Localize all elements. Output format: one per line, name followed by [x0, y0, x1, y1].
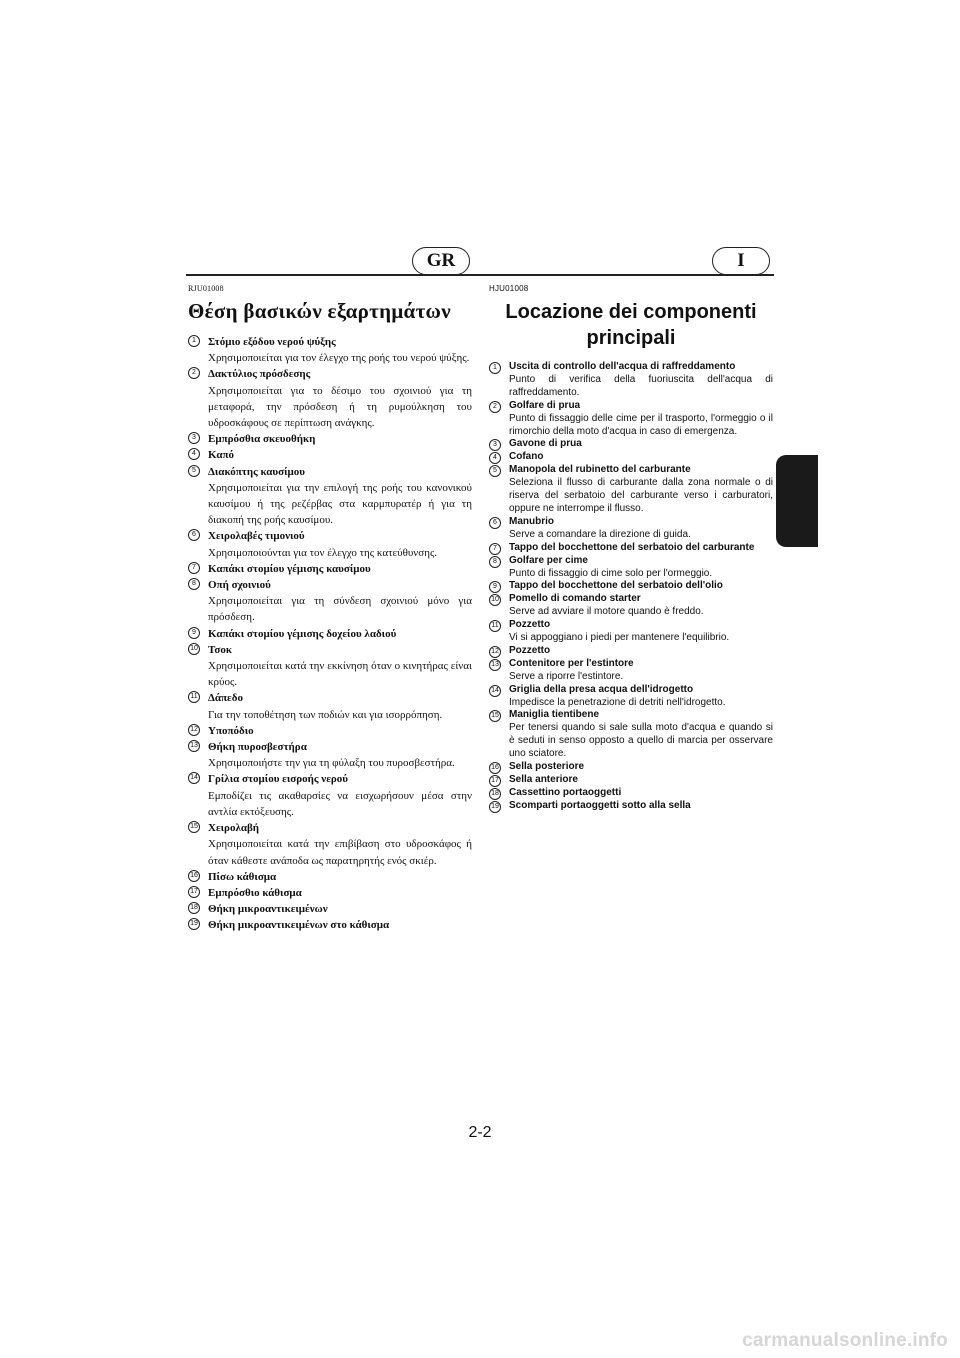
item-label: Griglia della presa acqua dell'idrogetto: [509, 683, 694, 695]
component-item: [489, 645, 773, 658]
component-item: [188, 869, 472, 885]
component-item: [188, 561, 472, 577]
item-number-badge: 11: [489, 620, 501, 632]
item-label: Sella posteriore: [509, 761, 585, 773]
watermark: carmanualsonline.info: [742, 1330, 948, 1351]
language-badge-gr: GR: [412, 247, 470, 275]
item-description: Vi si appoggiano i piedi per mantenere l'equilibrio.: [509, 632, 730, 644]
component-item: [188, 917, 472, 933]
component-item: [188, 577, 472, 626]
language-badge-i: I: [712, 247, 770, 275]
item-number-badge: 18: [489, 788, 501, 800]
item-number-badge: 5: [489, 465, 501, 477]
greek-section-title: Θέση βασικών εξαρτημάτων: [188, 299, 451, 323]
item-number-badge: 3: [188, 432, 200, 444]
component-item: [188, 431, 472, 447]
header-rule: [186, 274, 774, 276]
page-number: 2-2: [468, 1124, 492, 1141]
item-number-badge: 13: [489, 659, 501, 671]
item-label: Manubrio: [509, 515, 554, 527]
item-number-badge: 4: [489, 452, 501, 464]
component-item: [188, 642, 472, 691]
component-item: [188, 334, 472, 366]
component-item: [188, 885, 472, 901]
item-number-badge: 7: [489, 543, 501, 555]
component-item: [188, 771, 472, 820]
component-item: [188, 723, 472, 739]
item-number-badge: 8: [188, 578, 200, 590]
component-item: [489, 684, 773, 710]
component-item: [489, 464, 773, 516]
item-number-badge: 17: [188, 886, 200, 898]
component-item: [188, 366, 472, 431]
item-description: Χρησιμοποιείται κατά την επιβίβαση στο υδροσκάφος ή όταν κάθεστε ανάποδα ως παρατηρητής ενός σκιέρ.: [208, 838, 472, 867]
item-label: Uscita di controllo dell'acqua di raffreddamento: [509, 361, 736, 372]
item-number-badge: 16: [188, 870, 200, 882]
item-number-badge: 15: [188, 821, 200, 833]
item-label: Καπάκι στομίου γέμισης καυσίμου: [208, 562, 371, 575]
component-item: [188, 528, 472, 560]
item-label: Contenitore per l'estintore: [509, 657, 634, 669]
item-label: Πίσω κάθισμα: [208, 870, 277, 883]
item-number-badge: 4: [188, 448, 200, 460]
component-item: [489, 580, 773, 593]
item-label: Θήκη μικροαντικειμένων στο κάθισμα: [208, 919, 390, 932]
component-item: [489, 709, 773, 761]
item-label: Χειρολαβές τιμονιού: [208, 530, 305, 543]
item-description: Impedisce la penetrazione di detriti nell'idrogetto.: [509, 696, 726, 708]
item-label: Διακόπτης καυσίμου: [208, 465, 305, 478]
item-number-badge: 17: [489, 775, 501, 787]
item-number-badge: 1: [188, 335, 200, 347]
item-label: Καπάκι στομίου γέμισης δοχείου λαδιού: [208, 627, 397, 640]
italian-component-list: [489, 361, 773, 813]
item-label: Χειρολαβή: [208, 822, 260, 835]
item-number-badge: 6: [489, 517, 501, 529]
italian-section-title: Locazione dei componenti principali: [505, 301, 757, 349]
item-number-badge: 1: [489, 362, 501, 374]
item-number-badge: 10: [188, 643, 200, 655]
item-description: Χρησιμοποιούνται για τον έλεγχο της κατεύθυνσης.: [208, 546, 438, 559]
component-item: [489, 516, 773, 542]
item-description: Punto di fissaggio di cime solo per l'ormeggio.: [509, 567, 713, 579]
component-item: [489, 555, 773, 581]
greek-component-list: [188, 334, 472, 934]
component-item: [489, 400, 773, 439]
item-description: Seleziona il flusso di carburante dalla zona normale o di riserva del serbatoio del carburante verso i carburatori, oppure ne interrompe il flusso.: [509, 477, 773, 514]
component-item: [489, 774, 773, 787]
item-number-badge: 16: [489, 762, 501, 774]
item-label: Δάπεδο: [208, 692, 243, 705]
greek-section-code: RJU01008: [188, 284, 224, 293]
item-number-badge: 12: [489, 646, 501, 658]
italian-column: [489, 284, 773, 813]
item-number-badge: 11: [188, 691, 200, 703]
item-label: Golfare per cime: [509, 554, 588, 566]
item-number-badge: 9: [188, 627, 200, 639]
component-item: [188, 464, 472, 529]
item-label: Pomello di comando starter: [509, 593, 641, 605]
component-item: [489, 619, 773, 645]
component-item: [489, 800, 773, 813]
greek-column: [188, 284, 472, 934]
item-number-badge: 7: [188, 562, 200, 574]
component-item: [489, 451, 773, 464]
item-label: Οπή σχοινιού: [208, 579, 271, 592]
item-description: Punto di verifica della fuoriuscita dell'acqua di raffreddamento.: [509, 373, 773, 398]
item-description: Εμποδίζει τις ακαθαρσίες να εισχωρήσουν μέσα στην αντλία εκτόξευσης.: [208, 789, 472, 818]
item-label: Τσοκ: [208, 643, 232, 656]
item-label: Υποπόδιο: [208, 724, 254, 737]
item-label: Tappo del bocchettone del serbatoio dell'olio: [509, 580, 723, 592]
component-item: [489, 787, 773, 800]
item-label: Scomparti portaoggetti sotto alla sella: [509, 799, 691, 811]
item-description: Χρησιμοποιείται για το δέσιμο του σχοινιού για τη μεταφορά, την πρόσδεση ή τη ρυμούλκηση του υδροσκάφους σε περίπτωση ανάγκης.: [208, 384, 472, 430]
section-tab-marker: [776, 455, 818, 547]
item-number-badge: 12: [188, 724, 200, 736]
item-number-badge: 10: [489, 594, 501, 606]
italian-section-code: HJU01008: [489, 284, 529, 293]
component-item: [489, 593, 773, 619]
item-label: Στόμιο εξόδου νερού ψύξης: [208, 336, 336, 348]
item-description: Χρησιμοποιήστε την για τη φύλαξη του πυροσβεστήρα.: [208, 757, 455, 770]
item-number-badge: 2: [489, 401, 501, 413]
item-number-badge: 5: [188, 465, 200, 477]
item-description: Για την τοποθέτηση των ποδιών και για ισορρόπηση.: [208, 708, 443, 721]
item-description: Χρησιμοποιείται κατά την εκκίνηση όταν ο κινητήρας είναι κρύος.: [208, 660, 472, 689]
item-number-badge: 14: [188, 772, 200, 784]
item-number-badge: 2: [188, 367, 200, 379]
item-label: Θήκη πυροσβεστήρα: [208, 741, 307, 754]
item-label: Cofano: [509, 451, 544, 463]
component-item: [188, 820, 472, 869]
item-number-badge: 8: [489, 556, 501, 568]
component-item: [188, 690, 472, 722]
item-description: Serve a comandare la direzione di guida.: [509, 528, 691, 540]
item-number-badge: 19: [489, 801, 501, 813]
item-label: Δακτύλιος πρόσδεσης: [208, 368, 311, 381]
item-label: Pozzetto: [509, 619, 551, 631]
item-label: Cassettino portaoggetti: [509, 786, 622, 798]
item-label: Manopola del rubinetto del carburante: [509, 464, 691, 476]
component-item: [188, 447, 472, 463]
component-item: [489, 761, 773, 774]
item-label: Θήκη μικροαντικειμένων: [208, 903, 328, 916]
component-item: [489, 658, 773, 684]
item-label: Pozzetto: [509, 644, 551, 656]
item-label: Tappo del bocchettone del serbatoio del carburante: [509, 541, 755, 553]
item-number-badge: 13: [188, 740, 200, 752]
component-item: [188, 739, 472, 771]
item-number-badge: 18: [188, 902, 200, 914]
item-number-badge: 9: [489, 581, 501, 593]
item-description: Per tenersi quando si sale sulla moto d'acqua e quando si è seduti in senso opposto a quello di marcia per osservare uno sciatore.: [509, 722, 773, 760]
component-item: [489, 361, 773, 400]
component-item: [188, 901, 472, 917]
item-label: Gavone di prua: [509, 438, 582, 450]
item-number-badge: 14: [489, 685, 501, 697]
component-item: [489, 438, 773, 451]
item-label: Εμπρόσθιο κάθισμα: [208, 886, 302, 899]
item-label: Golfare di prua: [509, 399, 581, 411]
item-label: Maniglia tientibene: [509, 709, 600, 721]
item-label: Sella anteriore: [509, 774, 578, 785]
component-item: [188, 626, 472, 642]
item-description: Serve ad avviare il motore quando è freddo.: [509, 606, 704, 618]
component-item: [489, 542, 773, 555]
item-description: Punto di fissaggio delle cime per il trasporto, l'ormeggio o il rimorchio della moto d'acqua in caso di emergenza.: [509, 412, 773, 437]
item-label: Εμπρόσθια σκευοθήκη: [208, 433, 316, 446]
item-number-badge: 6: [188, 529, 200, 541]
item-description: Χρησιμοποιείται για τη σύνδεση σχοινιού μόνο για πρόσδεση.: [208, 595, 472, 624]
item-description: Χρησιμοποιείται για τον έλεγχο της ροής του νερού ψύξης.: [208, 352, 470, 365]
item-number-badge: 19: [188, 918, 200, 930]
item-number-badge: 3: [489, 439, 501, 451]
item-description: Serve a riporre l'estintore.: [509, 670, 624, 682]
item-number-badge: 15: [489, 710, 501, 722]
item-label: Γρίλια στομίου εισροής νερού: [208, 773, 348, 786]
item-description: Χρησιμοποιείται για την επιλογή της ροής του κανονικού καυσίμου ή της ρεζέρβας στα καρμπυρατέρ ή για τη διακοπή της ροής καυσίμου.: [208, 481, 472, 527]
item-label: Καπό: [208, 449, 235, 462]
